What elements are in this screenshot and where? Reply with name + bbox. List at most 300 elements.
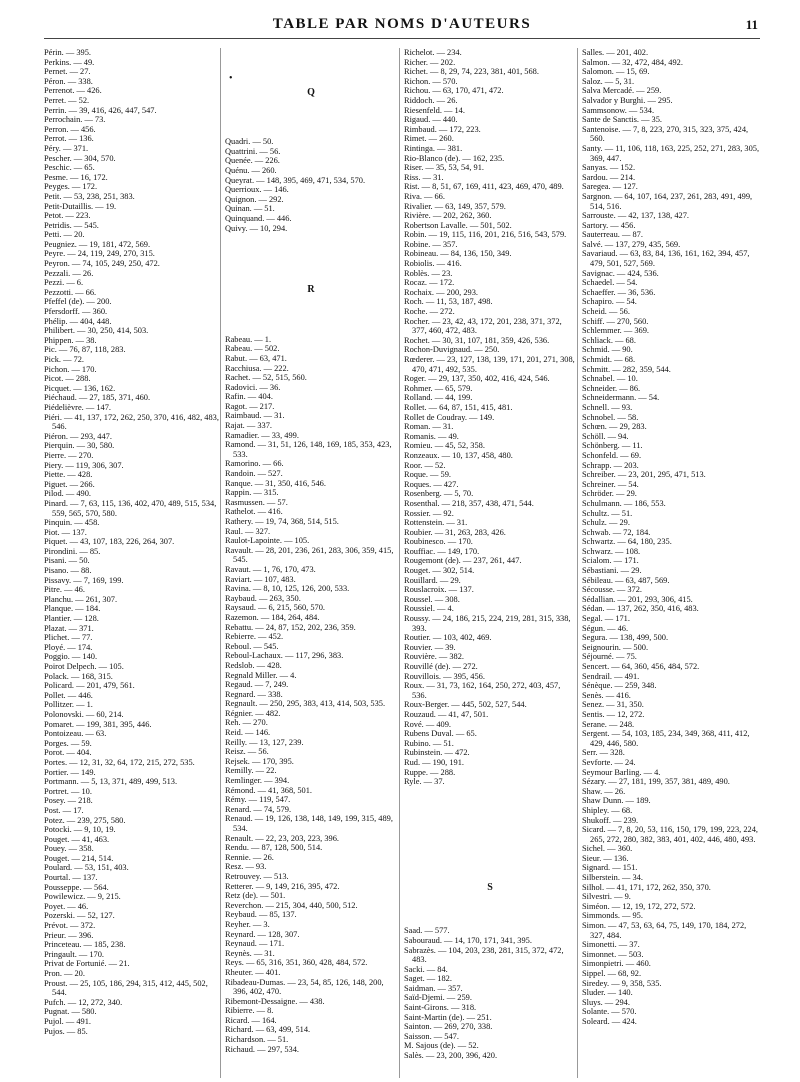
entries-r [225,335,397,1055]
index-entry: Poirot Delpech. — 105. [44,662,124,671]
index-entry: Piery. — 119, 306, 307. [44,460,124,470]
index-entry: Pesme. — 16, 172. [44,172,108,182]
index-entry: Redslob. — 428. [225,660,282,670]
index-entry: Pinquin. — 458. [44,518,100,528]
index-entry: Perrot. — 136. [44,134,94,144]
index-entry: Rabeau. — 1. [225,334,272,344]
index-entry: Petit. — 53, 238, 251, 383. [44,191,135,201]
index-entry: Plichet. — 77. [44,633,93,643]
index-entry: Rimbaud. — 172, 223. [404,124,481,134]
index-entry: Roussel. — 308. [404,594,460,604]
index-entry: Pujol. — 491. [44,1016,91,1026]
index-entry: Pontoizeau. — 63. [44,729,107,739]
index-entry: Randoin. — 527. [225,469,283,479]
index-entry: Sénèque. — 259, 348. [582,681,657,691]
index-entry: Schrapp. — 203. [582,460,639,470]
index-entry: Schulmann. — 186, 553. [582,498,666,508]
index-entry: Ramond. — 31, 51, 126, 148, 169, 185, 353, 423, 533. [225,440,392,459]
index-entry: Rouvière. — 382. [404,652,465,662]
index-entry: Saregea. — 127. [582,182,638,192]
index-entry: Rosenberg. — 5, 70. [404,489,474,499]
index-entry: Remilly. — 22. [225,766,277,776]
index-entry: Senès. — 416. [582,690,631,700]
index-entry: Portmann. — 5, 13, 371, 489, 499, 513. [44,777,178,787]
index-entry: Rottenstein. — 31. [404,518,468,528]
index-entry: Rubinstein. — 472. [404,748,470,758]
index-entry: Roger. — 29, 137, 350, 402, 416, 424, 546. [404,374,550,384]
index-entry: Ronzeaux. — 10, 137, 458, 480. [404,450,513,460]
index-entry: Ranque. — 31, 350, 416, 546. [225,478,326,488]
index-entry: Schwab. — 72, 184. [582,527,651,537]
index-entry: Peyges. — 172. [44,182,98,192]
index-entry: Segura. — 138, 499, 500. [582,633,669,643]
index-entry: Simmonds. — 95. [582,911,643,921]
index-entry: Sargnon. — 64, 107, 164, 237, 261, 283, 491, 499, 514, 516. [582,191,753,211]
index-entry: Salmon. — 32, 472, 484, 492. [582,57,683,67]
index-entry: Regaud. — 7, 249. [225,680,289,690]
index-entry: Posey. — 218. [44,796,93,806]
index-entry: Schwartz. — 64, 180, 235. [582,537,672,547]
section-letter-s: S [487,881,493,893]
index-entry: Polonovski. — 60, 214. [44,709,124,719]
index-entry: Razemon. — 184, 264, 484. [225,612,320,622]
index-entry: Sevforte. — 24. [582,757,636,767]
index-entry: Potocki. — 9, 10, 19. [44,825,116,835]
index-entry: Robin. — 19, 115, 116, 201, 216, 516, 543, 579. [404,230,567,240]
index-entry: Poulard. — 53, 151, 403. [44,863,129,873]
index-entry: Rist. — 8, 51, 67, 169, 411, 423, 469, 470, 489. [404,182,564,192]
index-entry: Pollitzer. — 1. [44,700,93,710]
index-entry: Reyher. — 3. [225,919,270,929]
index-entry: Regnault. — 250, 295, 383, 413, 414, 503, 535. [225,699,386,709]
index-entry: Signard. — 151. [582,863,638,873]
index-entry: Perron. — 456. [44,124,96,134]
index-entry: Soleard. — 424. [582,1016,637,1026]
index-entry: Ségun. — 46. [582,623,629,633]
index-entry: Sécousse. — 372. [582,585,643,595]
index-entry: Sencert. — 64, 360, 456, 484, 572. [582,662,700,671]
index-entry: Salomon. — 15, 69. [582,67,650,77]
index-entry: Reys. — 65, 316, 351, 360, 428, 484, 572. [225,958,368,968]
index-entry: Renaud. — 19, 126, 138, 148, 149, 199, 315, 489, 534. [225,814,393,833]
index-column-3 [399,48,576,1078]
index-entry: Rougemont (de). — 237, 261, 447. [404,556,522,566]
index-entry: Quignon. — 292. [225,194,284,204]
index-entry: Riddoch. — 26. [404,95,458,105]
index-entry: Séjourné. — 75. [582,652,637,662]
index-entry: Quinquand. — 446. [225,213,292,223]
index-entry: Rouvillois. — 395, 456. [404,671,485,681]
index-entry: Roman. — 31. [404,422,454,432]
index-entry: Salès. — 23, 200, 396, 420. [404,1051,498,1061]
index-entry: Rohmer. — 65, 579. [404,383,473,393]
index-entry: Peugniez. — 19, 181, 472, 569. [44,239,151,249]
index-entry: Saloz. — 5, 31. [582,76,635,86]
index-entry: Retterer. — 9, 149, 216, 395, 472. [225,881,340,891]
index-entry: Quinan. — 51. [225,204,275,214]
index-entry: Sichel. — 360. [582,844,633,854]
index-entry: Petridis. — 545. [44,220,99,230]
index-entry: Segal. — 171. [582,614,630,624]
index-entry: Roubier. — 31, 263, 283, 426. [404,527,506,537]
index-entry: Régnier. — 482. [225,708,281,718]
section-letter-q: Q [307,86,315,98]
index-entry: Pfersdorff. — 360. [44,307,108,317]
index-entry: Pfeffel (de). — 200. [44,297,112,307]
index-entry: Rocaz. — 172. [404,278,455,288]
index-entry: Pujos. — 85. [44,1026,88,1036]
index-entry: Schmidt. — 68. [582,355,636,364]
index-entry: Richet. — 8, 29, 74, 223, 381, 401, 568. [404,67,539,77]
section-letter-r: R [307,284,315,296]
index-entry: Proust. — 25, 105, 186, 294, 315, 412, 445, 502, 544. [44,978,208,998]
index-entry: Pic. — 76, 87, 118, 283. [44,345,126,355]
index-entry: Schapiro. — 54. [582,297,637,307]
index-entry: Schneider. — 86. [582,383,641,393]
index-entry: Rouvillé (de). — 272. [404,662,478,671]
index-entry: Piquet. — 43, 107, 183, 226, 264, 307. [44,537,175,547]
index-entry: Racchiusa. — 222. [225,363,289,373]
index-column-2 [220,48,397,1078]
index-entry: Schœn. — 29, 283. [582,422,647,432]
index-column-4 [577,48,762,1078]
index-entry: Riss. — 31. [404,172,444,182]
index-entry: Pisano. — 88. [44,566,92,576]
index-entry: Saidman. — 357. [404,983,463,993]
page-number: 11 [745,17,758,32]
index-entry: Ribadeau-Dumas. — 23, 54, 85, 126, 148, 200, 396, 402, 470. [225,977,384,997]
index-entry: Rémy. — 119, 547. [225,795,291,805]
index-entry: Radovici. — 36. [225,382,281,392]
index-entry: Rejsek. — 170, 395. [225,756,294,766]
index-entry: Querrioux. — 146. [225,185,289,195]
index-entry: Sluder. — 140. [582,988,633,998]
index-entry: Pollet. — 446. [44,690,93,700]
index-entry: Pinard. — 7, 63, 115, 136, 402, 470, 489, 515, 534, 559, 565, 570, 580. [44,498,217,518]
index-entry: Simonnet. — 503. [582,949,644,959]
index-entry: Richardson. — 51. [225,1035,289,1045]
entries-q [225,137,397,233]
index-entry: Schreiner. — 54. [582,479,639,489]
index-entry: Quivy. — 10, 294. [225,223,288,233]
index-entry: Pichon. — 170. [44,364,97,374]
index-entry: Sergent. — 54, 103, 185, 234, 349, 368, 411, 412, 429, 446, 580. [582,729,750,748]
index-entry: Raulot-Lapointe. — 105. [225,536,310,546]
index-entry: Pouget. — 214, 514. [44,853,114,863]
index-entry: Rouslacroix. — 137. [404,585,474,595]
index-entry: Savariaud. — 63, 83, 84, 136, 161, 162, 394, 457, 479, 501, 527, 569. [582,249,750,269]
index-entry: Pirondini. — 85. [44,546,101,556]
index-entry: Roque. — 59. [404,470,451,480]
index-entry: Rouillard. — 29. [404,575,461,585]
index-entry: Philibert. — 30, 250, 414, 503. [44,326,149,336]
index-entry: Riser. — 35, 53, 54, 91. [404,163,485,173]
index-entry: Sluys. — 294. [582,997,630,1007]
index-entry: Sainton. — 269, 270, 338. [404,1022,493,1032]
index-entry: Portes. — 12, 31, 32, 64, 172, 215, 272, 535. [44,757,195,767]
index-entry: Rajat. — 337. [225,421,272,431]
index-entry: Phélip. — 404, 448. [44,316,112,326]
index-entry: Schneidermann. — 54. [582,393,660,403]
index-entry: Piéchaud. — 27, 185, 371, 460. [44,393,151,403]
index-entry: Pron. — 20. [44,969,85,978]
index-entry: Potez. — 239, 275, 580. [44,815,126,825]
index-entry: Rossier. — 92. [404,508,454,518]
index-entry: Pick. — 72. [44,355,85,364]
index-entry: Renard. — 74, 579. [225,804,292,814]
index-entry: Sébileau. — 63, 487, 569. [582,575,670,585]
index-entry: Rochon-Duvignaud. — 250. [404,345,500,355]
index-entry: Perret. — 52. [44,95,90,105]
index-entry: Sendrail. — 491. [582,671,640,681]
index-entry: Santenoise. — 7, 8, 223, 270, 315, 323, 375, 424, 560. [582,124,749,144]
index-entry: Pomaret. — 199, 381, 395, 446. [44,719,152,729]
index-entry: Schonfeld. — 69. [582,450,642,460]
index-entry: Rappin. — 315. [225,488,279,498]
index-entry: Pissavy. — 7, 169, 199. [44,575,124,585]
page-header [44,14,760,39]
index-entry: Robineau. — 84, 136, 150, 349. [404,249,512,259]
index-entry: Pernet. — 27. [44,67,91,77]
index-entry: Rabut. — 63, 471. [225,353,287,363]
entries-s [404,926,576,1060]
index-entry: Peyron. — 74, 105, 249, 250, 472. [44,259,160,269]
index-entry: Perrenot. — 426. [44,86,102,96]
index-entry: Pilod. — 490. [44,489,91,499]
index-entry: Rouvier. — 39. [404,642,456,652]
index-entry: Rachet. — 52, 515, 560. [225,373,307,383]
index-entry: Schaedel. — 54. [582,278,638,288]
index-entry: Rémond. — 41, 368, 501. [225,785,313,795]
index-entry: Rathelot. — 416. [225,507,283,517]
index-entry: Pescher. — 304, 570. [44,153,116,163]
index-entry: Rabeau. — 502. [225,344,280,354]
index-entry: Rigaud. — 440. [404,115,458,125]
index-entry: Rennie. — 26. [225,852,274,862]
index-entry: Rœderer. — 23, 127, 138, 139, 171, 201, 271, 308, 470, 471, 492, 535. [404,355,575,374]
index-entry: Reybaud. — 85, 137. [225,910,297,920]
index-entry: Sammsonow. — 534. [582,105,655,115]
index-entry: Perrochain. — 73. [44,115,106,125]
index-entry: Schulz. — 29. [582,518,630,528]
index-entry: Portier. — 149. [44,767,96,777]
index-entry: Seignourin. — 500. [582,642,649,652]
index-entry: Retz (de). — 501. [225,891,286,901]
index-entry: Routier. — 103, 402, 469. [404,633,492,643]
index-entry: Schmitt. — 282, 359, 544. [582,364,671,374]
index-entry: Pufch. — 12, 272, 340. [44,997,123,1007]
index-entry: Siméon. — 12, 19, 172, 272, 572. [582,901,696,911]
index-entry: Rebattu. — 24, 87, 152, 202, 236, 359. [225,622,356,632]
index-entry: Simonpietri. — 460. [582,959,651,969]
index-entry: Riesenfeld. — 14. [404,105,465,115]
index-entry: Piette. — 428. [44,470,93,480]
index-entry: Serr. — 328. [582,748,625,758]
index-entry: Sieur. — 136. [582,853,629,863]
index-entry: Roblès. — 23. [404,268,453,278]
index-entry: Schnabel. — 10. [582,374,638,384]
index-entry: Sante de Sanctis. — 35. [582,115,663,125]
index-entry: Rouget. — 302, 514. [404,566,475,576]
index-entry: Post. — 17. [44,805,84,815]
index-entry: Pugnat. — 580. [44,1007,97,1017]
index-entry: Piédelièvre. — 147. [44,402,111,412]
index-entry: Rafin. — 404. [225,392,273,402]
index-entry: Pezzali. — 26. [44,268,94,278]
index-entry: Rubens Duval. — 65. [404,729,477,739]
index-entry: Perkins. — 49. [44,57,95,67]
index-entry: Rollet de Coudray. — 149. [404,412,495,422]
index-entry: Rochaix. — 200, 293. [404,287,478,297]
index-entry: Picot. — 288. [44,374,91,384]
index-entry: Regnard. — 338. [225,689,283,699]
index-entry: Richer. — 202. [404,57,456,67]
index-entry: Rocher. — 23, 42, 43, 172, 201, 238, 371, 372, 377, 460, 472, 483. [404,316,562,336]
index-entry: Porges. — 59. [44,738,92,748]
index-entry: Schwarz. — 108. [582,546,641,556]
index-entry: Queyrat. — 148, 395, 469, 471, 534, 570. [225,175,366,185]
index-entry: Pozerski. — 52, 127. [44,911,115,921]
index-entry: Salles. — 201, 402. [582,48,649,57]
index-entry: Quattrini. — 56. [225,146,281,156]
index-entry: Roux. — 31, 73, 162, 164, 250, 272, 403, 457, 536. [404,681,561,700]
index-entry: Retrouvey. — 513. [225,871,289,881]
index-entry: Saisson. — 547. [404,1031,459,1041]
index-entry: Pourtal. — 137. [44,873,98,883]
index-entry: Silvestri. — 9. [582,892,631,902]
index-entry: Sabrazès. — 104, 203, 238, 281, 315, 372, 472, 483. [404,945,564,965]
index-entry: Serane. — 248. [582,719,635,729]
index-entry: Privat de Fortunié. — 21. [44,959,130,969]
index-entry: Schmid. — 90. [582,345,633,355]
index-entry: Salva Mercadé. — 259. [582,86,662,96]
index-entry: Raybaud. — 263, 350. [225,593,301,603]
index-entry: Picquet. — 136, 162. [44,383,116,393]
index-entry: Renault. — 22, 23, 203, 223, 396. [225,833,339,843]
index-entry: Ricard. — 164. [225,1015,277,1025]
index-entry: Rollet. — 64, 87, 151, 415, 481. [404,402,513,412]
index-entry: Roch. — 11, 53, 187, 498. [404,297,493,307]
index-entry: Shukoff. — 239. [582,815,639,825]
index-entry: Piéron. — 293, 447. [44,431,112,441]
index-entry: Siredey. — 9, 358, 535. [582,978,662,988]
index-entry: Sardou. — 214. [582,172,636,182]
index-entry: Saget. — 182. [404,974,452,984]
index-entry: Schönberg. — 11. [582,441,643,451]
index-entry: Pierre. — 270. [44,450,94,460]
index-entry: Sarrouste. — 42, 137, 138, 427. [582,211,690,221]
index-entry: Reilly. — 13, 127, 239. [225,737,304,747]
index-entry: Resz. — 93. [225,862,267,872]
index-entry: Sabouraud. — 14, 170, 171, 341, 395. [404,935,532,945]
index-entry: Reynès. — 31. [225,948,275,958]
index-entry: Roussiel. — 4. [404,604,454,614]
index-entry: Schnell. — 93. [582,402,633,412]
index-entry: Silhol. — 41, 171, 172, 262, 350, 370. [582,882,711,892]
index-entry: Schröder. — 29. [582,489,637,499]
index-entry: Ramorino. — 66. [225,459,284,469]
index-entry: Remlinger. — 394. [225,776,290,786]
index-entry: Rochet. — 30, 31, 107, 181, 359, 426, 536. [404,335,550,345]
index-entry: Raimbaud. — 31. [225,411,285,421]
index-entry: Ragot. — 217. [225,401,275,411]
index-entry: Quenée. — 226. [225,156,280,166]
index-entry: Ravina. — 8, 10, 125, 126, 200, 533. [225,584,350,594]
index-entry: Reverchon. — 215, 304, 440, 500, 512. [225,900,358,910]
index-entry: Rebierre. — 452. [225,632,284,642]
index-entry: Reid. — 146. [225,728,271,738]
index-entry: Rosenthal. — 218, 357, 438, 471, 544. [404,498,534,508]
index-entry: Poggio. — 140. [44,652,98,662]
index-entry: Reboul-Lachaux. — 117, 296, 383. [225,651,344,661]
index-entry: Ribemont-Dessaigne. — 438. [225,996,325,1006]
index-entry: Sippel. — 68, 92. [582,969,642,978]
index-entry: Roques. — 427. [404,479,459,489]
index-entry: Robertson Lavalle. — 501, 502. [404,220,512,230]
index-column-1 [44,48,220,1078]
index-entry: Prévot. — 372. [44,921,96,931]
index-entry: Richard. — 63, 499, 514. [225,1025,311,1035]
index-entry: Sédan. — 137, 262, 350, 416, 483. [582,604,699,614]
index-entry: Quénu. — 260. [225,165,277,175]
index-entry: Richou. — 63, 170, 471, 472. [404,86,504,96]
index-entry: Peschic. — 65. [44,163,95,173]
index-entry: Planque. — 184. [44,604,101,614]
index-entry: Péry. — 371. [44,143,89,153]
index-entry: Reh. — 270. [225,718,268,728]
index-entry: Robiolis. — 416. [404,259,462,269]
index-entry: Rové. — 409. [404,719,451,729]
index-entry: Porot. — 404. [44,748,92,758]
index-entry: Piéri. — 41, 137, 172, 262, 250, 370, 416, 482, 483, 546. [44,412,219,432]
index-entry: Powilewicz. — 9, 215. [44,892,121,902]
index-entry: Ribierre. — 8. [225,1006,274,1016]
index-entry: Peyre. — 24, 119, 249, 270, 315. [44,249,155,259]
index-entry: Raviart. — 107, 483. [225,574,296,584]
index-entry: Ramadier. — 33, 499. [225,430,299,440]
index-entry: Petot. — 223. [44,211,91,221]
index-entry: Ployé. — 174. [44,642,93,652]
index-entry: Sacki. — 84. [404,964,448,974]
index-entry: Petti. — 20. [44,230,85,240]
index-entry: Schlemmer. — 369. [582,326,649,336]
index-entry: Perrin. — 39, 416, 426, 447, 547. [44,105,157,115]
index-entry: Ravault. — 28, 201, 236, 261, 283, 306, 359, 415, 545. [225,545,394,565]
index-entry: Sébastiani. — 29. [582,566,642,576]
index-entry: Robine. — 357. [404,239,458,249]
index-entry: Raul. — 327. [225,526,271,536]
index-entry: Roche. — 272. [404,307,455,317]
index-entry: Schliack. — 68. [582,335,636,345]
index-entry: Rintinga. — 381. [404,143,463,153]
index-entry: Romieu. — 45, 52, 358. [404,441,485,451]
index-entry: Reynaud. — 171. [225,939,285,949]
index-entry: Plazat. — 371. [44,623,94,633]
index-entry: Saint-Girons. — 318. [404,1003,477,1013]
index-entry: Rouffiac. — 149, 170. [404,546,480,556]
index-entry: Ruppe. — 288. [404,767,456,777]
index-entry: Regnald Miller. — 4. [225,670,297,680]
index-entry: Piot. — 137. [44,527,87,537]
index-entry: Phippen. — 38. [44,335,97,345]
index-entry: Sézary. — 27, 181, 199, 357, 381, 489, 490. [582,777,730,787]
index-entry: Richelot. — 234. [404,48,462,57]
index-entry: Schöll. — 94. [582,431,629,441]
index-entry: Ryle. — 37. [404,777,445,787]
index-entry: Salvador y Burghi. — 295. [582,95,673,105]
index-entry: Saint-Martin (de). — 251. [404,1012,492,1022]
index-entry: Senez. — 31, 350. [582,700,644,710]
